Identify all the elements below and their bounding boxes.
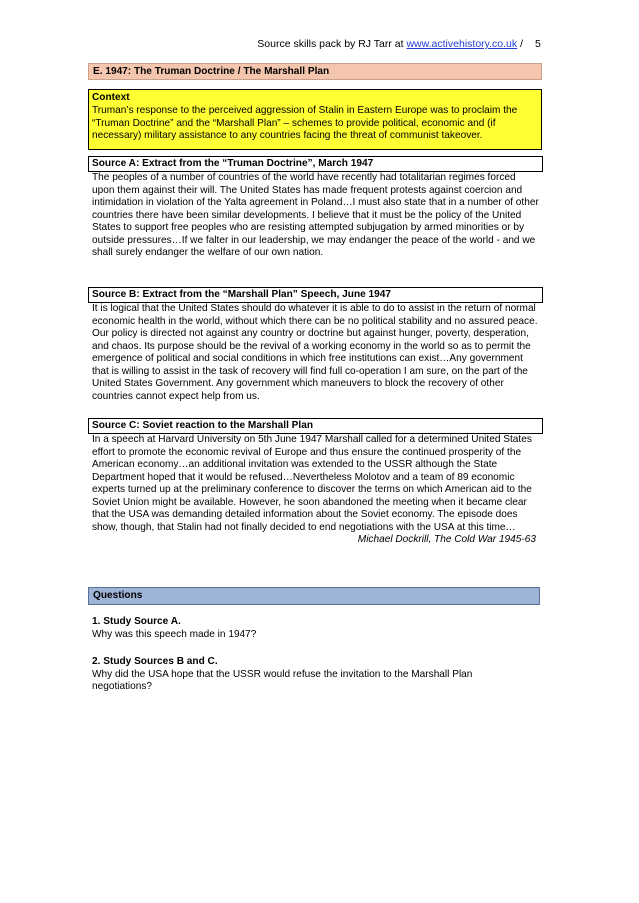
source-c-paragraph: In a speech at Harvard University on 5th June 1947 Marshall called for a determined United States effort to promote the economic revival of Europe and thus ensure the continued prosperity of the American economy…an additional invitation was extended to the USSR although the State Department hoped that it would be refused…Nevertheless Molotov and a team of 89 economic experts turned up at the preliminary conference to discover the terms on which American aid to the Soviet Union might be available. However, he soon abandoned the meeting when it became clear that the USA was demanding detailed information about the Soviet economy. The episode does show, though, that Stalin had not finally decided to end negotiations with the USA at this time… bbox=[92, 434, 532, 533]
source-c-text bbox=[92, 434, 542, 547]
source-b-text bbox=[92, 303, 540, 403]
question-1 bbox=[92, 616, 542, 641]
source-b-paragraph: It is logical that the United States should do whatever it is able to do to assist in the return of normal economic health in the world, without which there can be no political stability and no assured peace. Our policy is directed not against any country or doctrine but against hunger, poverty, desperation, and chaos. Its purpose should be the revival of a working economy in the world so as to permit the emergence of political and social conditions in which free institutions can exist…Any government that is willing to assist in the task of recovery will find full co-operation I am sure, on the part of the United States Government. Any government which maneuvers to block the recovery of other countries cannot expect help from us. bbox=[92, 303, 538, 402]
source-a-paragraph: The peoples of a number of countries of the world have recently had totalitarian regimes forced upon them against their will. The United States has made frequent protests against coercion and intimidation in violation of the Yalta agreement in Poland…I must also state that in a number of other countries there have been similar developments. I believe that it must be the policy of the United States to support free peoples who are resisting attempted subjugation by armed minorities or by outside pressures…If we falter in our leadership, we may endanger the peace of the world - and we shall surely endanger the welfare of our own nation. bbox=[92, 172, 539, 258]
question-1-title: 1. Study Source A. bbox=[92, 616, 181, 627]
context-heading: Context bbox=[92, 92, 130, 103]
context-text: Truman’s response to the perceived aggression of Stalin in Eastern Europe was to proclaim the “Truman Doctrine” and the “Marshall Plan” – schemes to provide political, economic and (if necessary) military assistance to any countries facing the threat of communist takeover. bbox=[92, 104, 518, 142]
header-link[interactable]: www.activehistory.co.uk bbox=[406, 38, 518, 50]
context-box bbox=[88, 89, 542, 150]
source-a-text bbox=[92, 172, 540, 260]
section-title: E. 1947: The Truman Doctrine / The Marshall Plan bbox=[88, 63, 542, 80]
source-c-citation: Michael Dockrill, The Cold War 1945-63 bbox=[357, 534, 536, 545]
question-2 bbox=[92, 656, 532, 694]
question-2-text: Why did the USA hope that the USSR would refuse the invitation to the Marshall Plan negotiations? bbox=[92, 668, 473, 693]
source-c-heading: Source C: Soviet reaction to the Marshall Plan bbox=[88, 418, 543, 434]
question-2-title: 2. Study Sources B and C. bbox=[92, 656, 218, 667]
source-b-heading: Source B: Extract from the “Marshall Plan” Speech, June 1947 bbox=[88, 287, 543, 303]
source-a-heading: Source A: Extract from the “Truman Doctrine”, March 1947 bbox=[88, 156, 543, 172]
page-number: 5 bbox=[535, 38, 541, 50]
question-1-text: Why was this speech made in 1947? bbox=[92, 628, 257, 640]
header-suffix: / bbox=[517, 38, 523, 50]
header-text bbox=[257, 38, 523, 50]
questions-heading: Questions bbox=[88, 587, 540, 605]
header-prefix: Source skills pack by RJ Tarr at bbox=[257, 38, 407, 50]
